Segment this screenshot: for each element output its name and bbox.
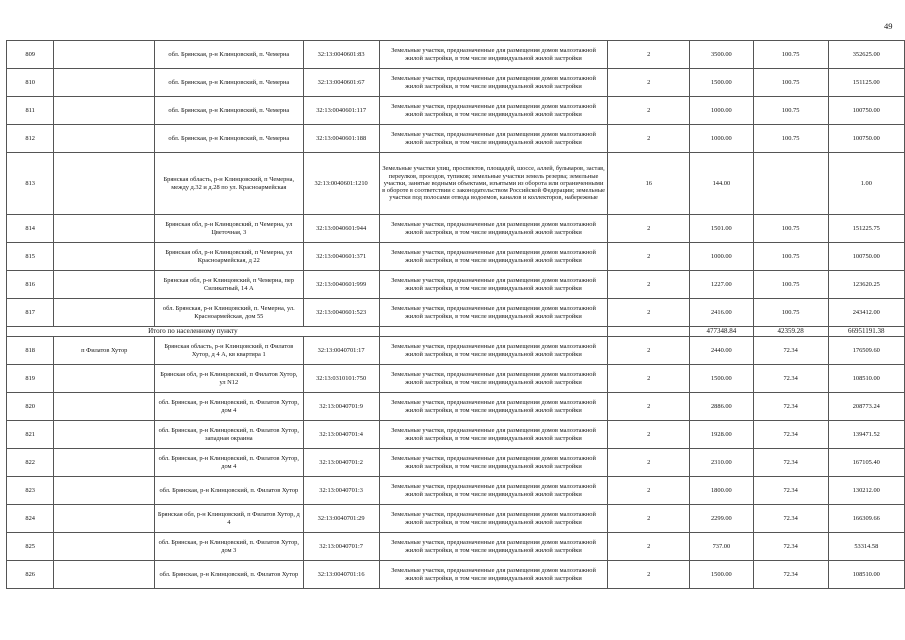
empty-cell (54, 477, 155, 505)
cadastral-number-cell: 32:13:0040701:17 (303, 337, 379, 365)
cadastral-number-cell: 32:13:0040601:117 (303, 97, 379, 125)
page-number: 49 (884, 21, 893, 31)
total-empty-cell (608, 327, 690, 337)
area-cell: 2886.00 (690, 393, 754, 421)
specific-value-cell: 72.34 (753, 421, 828, 449)
row-number: 812 (7, 125, 54, 153)
total-value: 66951191.38 (828, 327, 904, 337)
land-purpose-cell: Земельные участки, предназначенные для размещения домов малоэтажной жилой застройки, в том числе индивидуальной жилой застройки (379, 97, 608, 125)
row-number: 816 (7, 271, 54, 299)
cadastral-value-cell: 176509.60 (828, 337, 904, 365)
cadastral-number-cell: 32:13:0040701:3 (303, 477, 379, 505)
table-row (7, 69, 905, 97)
land-purpose-cell: Земельные участки улиц, проспектов, площадей, шоссе, аллей, бульваров, застав, переулков, проездов, тупиков; земельные участки земель резерва; земельные участки, занятые водными объектами, изъятыми из оборота или ограниченными в обороте в соответствии с законодательством Российской Федерации; земельные участки под полосами отвода водоемов, каналов и коллекторов, набережные (379, 153, 608, 215)
address-cell: Брянская обл, р-н Клинцовский, п Чемерна, ул Цветочная, 3 (155, 215, 303, 243)
land-purpose-cell: Земельные участки, предназначенные для размещения домов малоэтажной жилой застройки, в том числе индивидуальной жилой застройки (379, 69, 608, 97)
group-cell: 2 (608, 449, 690, 477)
specific-value-cell: 100.75 (753, 125, 828, 153)
total-label: Итого по населенному пункту (7, 327, 380, 337)
land-purpose-cell: Земельные участки, предназначенные для размещения домов малоэтажной жилой застройки, в том числе индивидуальной жилой застройки (379, 271, 608, 299)
cadastral-value-cell: 1.00 (828, 153, 904, 215)
area-cell: 1000.00 (690, 125, 754, 153)
address-cell: обл. Брянская, р-н Клинцовский, п. Чемерна (155, 125, 303, 153)
empty-cell (54, 215, 155, 243)
address-cell: обл. Брянская, р-н Клинцовский, п. Филатов Хутор (155, 561, 303, 589)
table-row (7, 393, 905, 421)
empty-cell (54, 449, 155, 477)
area-cell: 1800.00 (690, 477, 754, 505)
address-cell: Брянская обл, р-н Клинцовский, п Чемерна, ул Красноармейская, д 22 (155, 243, 303, 271)
table-row (7, 561, 905, 589)
specific-value-cell: 72.34 (753, 449, 828, 477)
specific-value-cell: 72.34 (753, 505, 828, 533)
cadastral-value-cell: 243412.00 (828, 299, 904, 327)
area-cell: 1500.00 (690, 69, 754, 97)
land-purpose-cell: Земельные участки, предназначенные для размещения домов малоэтажной жилой застройки, в том числе индивидуальной жилой застройки (379, 533, 608, 561)
address-cell: обл. Брянская, р-н Клинцовский, п. Филатов Хутор, дом 3 (155, 533, 303, 561)
cadastral-number-cell: 32:13:0040701:2 (303, 449, 379, 477)
group-cell: 2 (608, 421, 690, 449)
empty-cell (54, 97, 155, 125)
empty-cell (54, 299, 155, 327)
area-cell: 1227.00 (690, 271, 754, 299)
total-row (7, 327, 905, 337)
row-number: 825 (7, 533, 54, 561)
table-row (7, 125, 905, 153)
row-number: 822 (7, 449, 54, 477)
group-cell: 2 (608, 505, 690, 533)
specific-value-cell: 100.75 (753, 41, 828, 69)
land-purpose-cell: Земельные участки, предназначенные для размещения домов малоэтажной жилой застройки, в том числе индивидуальной жилой застройки (379, 561, 608, 589)
cadastral-value-cell: 53314.58 (828, 533, 904, 561)
group-cell: 2 (608, 533, 690, 561)
area-cell: 144.00 (690, 153, 754, 215)
group-cell: 2 (608, 271, 690, 299)
cadastral-value-cell: 151225.75 (828, 215, 904, 243)
address-cell: Брянская область, р-н Клинцовский, п Филатов Хутор, д 4 А, кв квартира 1 (155, 337, 303, 365)
land-purpose-cell: Земельные участки, предназначенные для размещения домов малоэтажной жилой застройки, в том числе индивидуальной жилой застройки (379, 299, 608, 327)
table-row (7, 365, 905, 393)
land-purpose-cell: Земельные участки, предназначенные для размещения домов малоэтажной жилой застройки, в том числе индивидуальной жилой застройки (379, 421, 608, 449)
specific-value-cell: 100.75 (753, 243, 828, 271)
area-cell: 1000.00 (690, 243, 754, 271)
address-cell: обл. Брянская, р-н Клинцовский, п. Чемерна (155, 69, 303, 97)
cadastral-value-cell: 208773.24 (828, 393, 904, 421)
cadastral-number-cell: 32:13:0040601:188 (303, 125, 379, 153)
specific-value-cell: 72.34 (753, 533, 828, 561)
table-row (7, 421, 905, 449)
address-cell: обл. Брянская, р-н Клинцовский, п. Чемерна (155, 97, 303, 125)
table-body-chemerna (7, 41, 905, 327)
address-cell: Брянская обл, р-н Клинцовский, п Чемерна, пер Силикатный, 14 А (155, 271, 303, 299)
address-cell: обл. Брянская, р-н Клинцовский, п. Чемерна (155, 41, 303, 69)
area-cell: 2299.00 (690, 505, 754, 533)
empty-cell (54, 421, 155, 449)
row-number: 809 (7, 41, 54, 69)
cadastral-value-cell: 352625.00 (828, 41, 904, 69)
group-cell: 16 (608, 153, 690, 215)
total-area: 477348.84 (690, 327, 754, 337)
row-number: 823 (7, 477, 54, 505)
total-empty-cell (379, 327, 608, 337)
empty-cell (54, 41, 155, 69)
group-cell: 2 (608, 97, 690, 125)
row-number: 814 (7, 215, 54, 243)
land-purpose-cell: Земельные участки, предназначенные для размещения домов малоэтажной жилой застройки, в том числе индивидуальной жилой застройки (379, 505, 608, 533)
empty-cell (54, 271, 155, 299)
land-purpose-cell: Земельные участки, предназначенные для размещения домов малоэтажной жилой застройки, в том числе индивидуальной жилой застройки (379, 337, 608, 365)
table-row (7, 533, 905, 561)
empty-cell (54, 365, 155, 393)
specific-value-cell (753, 153, 828, 215)
empty-cell (54, 153, 155, 215)
specific-value-cell: 72.34 (753, 561, 828, 589)
group-cell: 2 (608, 299, 690, 327)
cadastral-number-cell: 32:13:0310101:750 (303, 365, 379, 393)
table-row (7, 299, 905, 327)
area-cell: 2440.00 (690, 337, 754, 365)
address-cell: обл. Брянская, р-н Клинцовский, п. Чемерна, ул. Красноармейская, дом 55 (155, 299, 303, 327)
address-cell: Брянская обл, р-н Клинцовский, п Филатов Хутор, ул N12 (155, 365, 303, 393)
land-purpose-cell: Земельные участки, предназначенные для размещения домов малоэтажной жилой застройки, в том числе индивидуальной жилой застройки (379, 41, 608, 69)
row-number: 813 (7, 153, 54, 215)
cadastral-value-cell: 151125.00 (828, 69, 904, 97)
table-row (7, 153, 905, 215)
land-purpose-cell: Земельные участки, предназначенные для размещения домов малоэтажной жилой застройки, в том числе индивидуальной жилой застройки (379, 125, 608, 153)
group-cell: 2 (608, 243, 690, 271)
table-row (7, 97, 905, 125)
land-purpose-cell: Земельные участки, предназначенные для размещения домов малоэтажной жилой застройки, в том числе индивидуальной жилой застройки (379, 215, 608, 243)
cadastral-number-cell: 32:13:0040701:9 (303, 393, 379, 421)
group-cell: 2 (608, 393, 690, 421)
table-total-section (7, 327, 905, 337)
area-cell: 1500.00 (690, 561, 754, 589)
group-cell: 2 (608, 125, 690, 153)
area-cell: 2310.00 (690, 449, 754, 477)
empty-cell (54, 561, 155, 589)
cadastral-number-cell: 32:13:0040701:4 (303, 421, 379, 449)
row-number: 820 (7, 393, 54, 421)
address-cell: обл. Брянская, р-н Клинцовский, п. Филатов Хутор, дом 4 (155, 449, 303, 477)
specific-value-cell: 100.75 (753, 69, 828, 97)
row-number: 815 (7, 243, 54, 271)
cadastral-value-cell: 100750.00 (828, 125, 904, 153)
land-purpose-cell: Земельные участки, предназначенные для размещения домов малоэтажной жилой застройки, в том числе индивидуальной жилой застройки (379, 449, 608, 477)
empty-cell (54, 393, 155, 421)
specific-value-cell: 72.34 (753, 393, 828, 421)
address-cell: обл. Брянская, р-н Клинцовский, п. Филатов Хутор (155, 477, 303, 505)
row-number: 821 (7, 421, 54, 449)
address-cell: обл. Брянская, р-н Клинцовский, п. Филатов Хутор, западная окраина (155, 421, 303, 449)
group-cell: 2 (608, 215, 690, 243)
specific-value-cell: 72.34 (753, 337, 828, 365)
row-number: 811 (7, 97, 54, 125)
area-cell: 2416.00 (690, 299, 754, 327)
address-cell: Брянская область, р-н Клинцовский, п Чемерна, между д.32 и д.28 по ул. Красноармейская (155, 153, 303, 215)
cadastral-value-cell: 167105.40 (828, 449, 904, 477)
specific-value-cell: 100.75 (753, 299, 828, 327)
cadastral-number-cell: 32:13:0040701:29 (303, 505, 379, 533)
cadastral-number-cell: 32:13:0040601:999 (303, 271, 379, 299)
empty-cell (54, 125, 155, 153)
group-cell: 2 (608, 561, 690, 589)
specific-value-cell: 100.75 (753, 97, 828, 125)
empty-cell (54, 505, 155, 533)
cadastral-number-cell: 32:13:0040601:83 (303, 41, 379, 69)
table-row (7, 243, 905, 271)
empty-cell (54, 69, 155, 97)
group-cell: 2 (608, 69, 690, 97)
cadastral-value-cell: 166309.66 (828, 505, 904, 533)
table-row (7, 337, 905, 365)
address-cell: Брянская обл, р-н Клинцовский, п Филатов Хутор, д 4 (155, 505, 303, 533)
area-cell: 1928.00 (690, 421, 754, 449)
cadastral-value-cell: 108510.00 (828, 561, 904, 589)
table-row (7, 449, 905, 477)
area-cell: 1500.00 (690, 365, 754, 393)
empty-cell (54, 243, 155, 271)
cadastral-number-cell: 32:13:0040601:67 (303, 69, 379, 97)
area-cell: 3500.00 (690, 41, 754, 69)
cadastral-number-cell: 32:13:0040601:1210 (303, 153, 379, 215)
specific-value-cell: 72.34 (753, 365, 828, 393)
cadastral-value-cell: 139471.52 (828, 421, 904, 449)
address-cell: обл. Брянская, р-н Клинцовский, п. Филатов Хутор, дом 4 (155, 393, 303, 421)
land-purpose-cell: Земельные участки, предназначенные для размещения домов малоэтажной жилой застройки, в том числе индивидуальной жилой застройки (379, 477, 608, 505)
cadastral-value-cell: 130212.00 (828, 477, 904, 505)
area-cell: 1501.00 (690, 215, 754, 243)
specific-value-cell: 100.75 (753, 215, 828, 243)
group-cell: 2 (608, 337, 690, 365)
table-row (7, 41, 905, 69)
table-row (7, 271, 905, 299)
area-cell: 1000.00 (690, 97, 754, 125)
row-number: 824 (7, 505, 54, 533)
settlement-label: п Филатов Хутор (54, 337, 155, 365)
land-purpose-cell: Земельные участки, предназначенные для размещения домов малоэтажной жилой застройки, в том числе индивидуальной жилой застройки (379, 393, 608, 421)
cadastral-value-cell: 123620.25 (828, 271, 904, 299)
cadastral-value-cell: 108510.00 (828, 365, 904, 393)
table-row (7, 215, 905, 243)
group-cell: 2 (608, 477, 690, 505)
land-purpose-cell: Земельные участки, предназначенные для размещения домов малоэтажной жилой застройки, в том числе индивидуальной жилой застройки (379, 365, 608, 393)
area-cell: 737.00 (690, 533, 754, 561)
row-number: 826 (7, 561, 54, 589)
row-number: 810 (7, 69, 54, 97)
table-row (7, 477, 905, 505)
cadastral-number-cell: 32:13:0040701:7 (303, 533, 379, 561)
cadastral-number-cell: 32:13:0040701:16 (303, 561, 379, 589)
group-cell: 2 (608, 365, 690, 393)
cadastral-number-cell: 32:13:0040601:371 (303, 243, 379, 271)
total-rate: 42359.28 (753, 327, 828, 337)
cadastral-number-cell: 32:13:0040601:944 (303, 215, 379, 243)
row-number: 819 (7, 365, 54, 393)
cadastral-number-cell: 32:13:0040601:523 (303, 299, 379, 327)
cadastral-value-cell: 100750.00 (828, 243, 904, 271)
row-number: 818 (7, 337, 54, 365)
cadastral-value-table (6, 40, 905, 589)
specific-value-cell: 72.34 (753, 477, 828, 505)
specific-value-cell: 100.75 (753, 271, 828, 299)
empty-cell (54, 533, 155, 561)
land-purpose-cell: Земельные участки, предназначенные для размещения домов малоэтажной жилой застройки, в том числе индивидуальной жилой застройки (379, 243, 608, 271)
row-number: 817 (7, 299, 54, 327)
table-body-filatov-khutor (7, 337, 905, 589)
group-cell: 2 (608, 41, 690, 69)
cadastral-value-cell: 100750.00 (828, 97, 904, 125)
table-row (7, 505, 905, 533)
